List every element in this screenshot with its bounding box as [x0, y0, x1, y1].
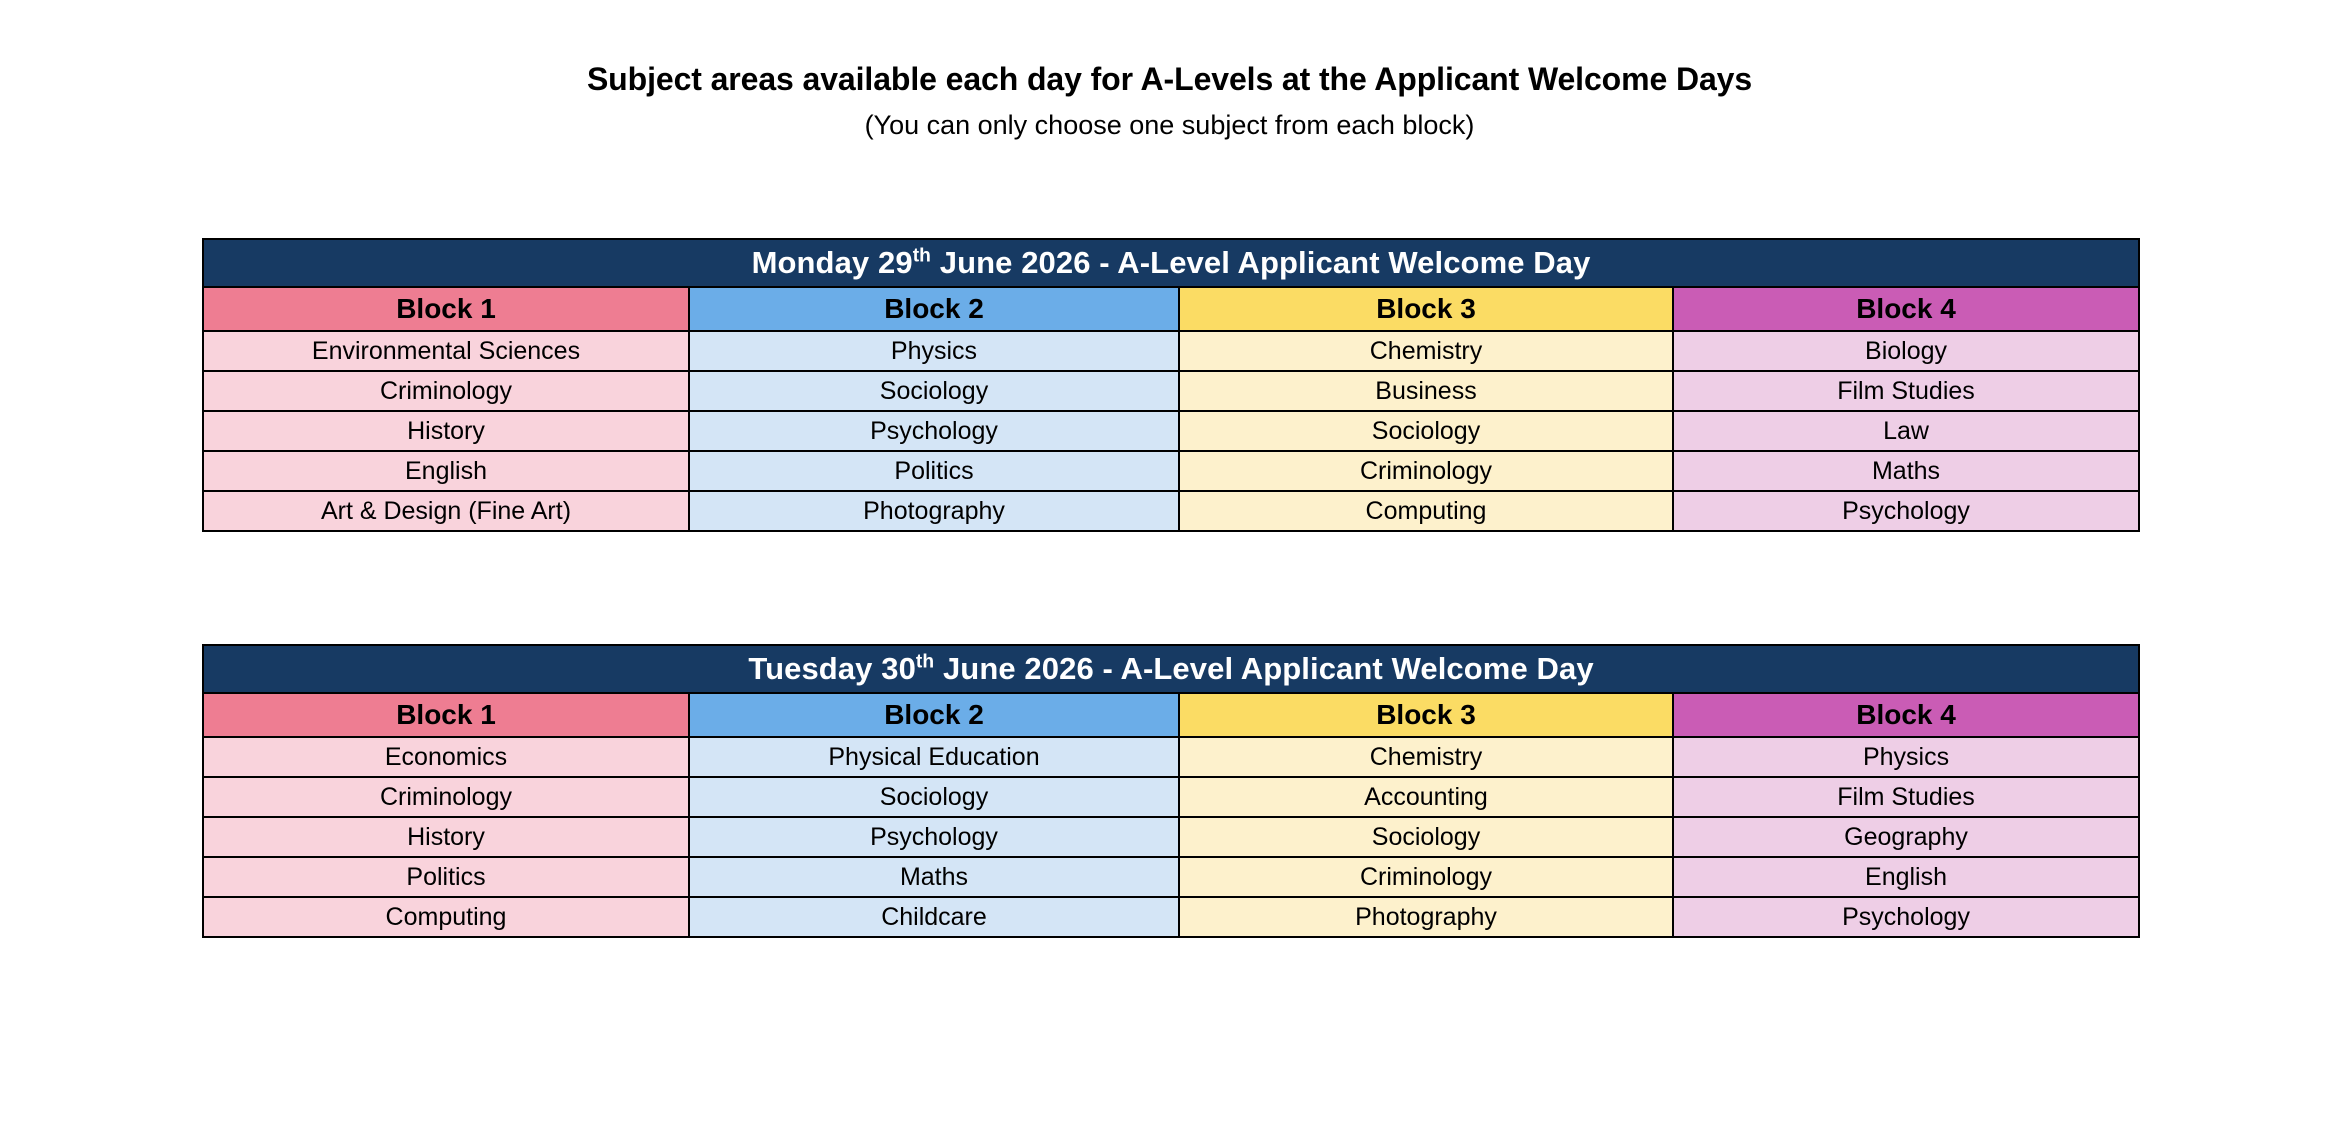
table-row — [203, 817, 2139, 857]
block-header-2: Block 2 — [689, 287, 1179, 331]
subject-cell: Business — [1179, 371, 1673, 411]
block-header-3: Block 3 — [1179, 693, 1673, 737]
subject-cell: Criminology — [1179, 857, 1673, 897]
subject-cell: Childcare — [689, 897, 1179, 937]
block-header-4: Block 4 — [1673, 693, 2139, 737]
day-banner-rest: June 2026 - A-Level Applicant Welcome Day — [931, 245, 1591, 280]
subject-cell: Computing — [1179, 491, 1673, 531]
subject-cell: Chemistry — [1179, 737, 1673, 777]
subject-cell: Computing — [203, 897, 689, 937]
day-banner-monday — [203, 239, 2139, 287]
page-title: Subject areas available each day for A-Levels at the Applicant Welcome Days — [586, 61, 1753, 97]
block-header-1: Block 1 — [203, 693, 689, 737]
subject-cell: Art & Design (Fine Art) — [203, 491, 689, 531]
block-header-2: Block 2 — [689, 693, 1179, 737]
subject-cell: Maths — [1673, 451, 2139, 491]
table-row — [203, 371, 2139, 411]
table-row — [203, 737, 2139, 777]
subject-cell: Physics — [689, 331, 1179, 371]
subject-cell: Environmental Sciences — [203, 331, 689, 371]
page-header — [0, 62, 2339, 141]
subject-cell: Psychology — [689, 411, 1179, 451]
subject-cell: Politics — [689, 451, 1179, 491]
subject-cell: History — [203, 817, 689, 857]
day-banner-ordinal: th — [912, 245, 932, 267]
subject-cell: Sociology — [689, 777, 1179, 817]
subject-cell: Geography — [1673, 817, 2139, 857]
table-row — [203, 897, 2139, 937]
subject-cell: History — [203, 411, 689, 451]
day-banner-ordinal: th — [915, 651, 935, 673]
subject-cell: Film Studies — [1673, 777, 2139, 817]
table-row — [203, 331, 2139, 371]
subject-cell: Criminology — [1179, 451, 1673, 491]
schedule-table-tuesday — [202, 644, 2140, 938]
table-row — [203, 857, 2139, 897]
day-banner-row — [203, 645, 2139, 693]
subject-cell: Physical Education — [689, 737, 1179, 777]
day-banner-tuesday — [203, 645, 2139, 693]
block-header-1: Block 1 — [203, 287, 689, 331]
block-header-3: Block 3 — [1179, 287, 1673, 331]
subject-cell: Chemistry — [1179, 331, 1673, 371]
subject-cell: Law — [1673, 411, 2139, 451]
day-banner-day: Tuesday — [748, 651, 873, 686]
subject-cell: Film Studies — [1673, 371, 2139, 411]
subject-cell: Psychology — [689, 817, 1179, 857]
subject-cell: Politics — [203, 857, 689, 897]
subject-cell: Sociology — [689, 371, 1179, 411]
subject-cell: Economics — [203, 737, 689, 777]
block-header-4: Block 4 — [1673, 287, 2139, 331]
block-header-row — [203, 693, 2139, 737]
day-banner-day: Monday — [751, 245, 870, 280]
day-banner-row — [203, 239, 2139, 287]
subject-cell: Psychology — [1673, 897, 2139, 937]
subject-cell: Criminology — [203, 371, 689, 411]
page-subtitle: (You can only choose one subject from each block) — [864, 110, 1475, 141]
table-row — [203, 491, 2139, 531]
subject-cell: Biology — [1673, 331, 2139, 371]
table-row — [203, 451, 2139, 491]
subject-cell: Criminology — [203, 777, 689, 817]
day-banner-date-number: 30 — [881, 651, 916, 686]
day-banner-rest: June 2026 - A-Level Applicant Welcome Day — [934, 651, 1594, 686]
subject-cell: Photography — [689, 491, 1179, 531]
subject-cell: English — [203, 451, 689, 491]
subject-cell: Physics — [1673, 737, 2139, 777]
block-header-row — [203, 287, 2139, 331]
day-banner-date-number: 29 — [878, 245, 913, 280]
subject-cell: English — [1673, 857, 2139, 897]
subject-cell: Sociology — [1179, 411, 1673, 451]
subject-cell: Photography — [1179, 897, 1673, 937]
subject-cell: Accounting — [1179, 777, 1673, 817]
table-row — [203, 411, 2139, 451]
schedule-table-monday — [202, 238, 2140, 532]
table-row — [203, 777, 2139, 817]
subject-cell: Sociology — [1179, 817, 1673, 857]
subject-cell: Psychology — [1673, 491, 2139, 531]
subject-cell: Maths — [689, 857, 1179, 897]
